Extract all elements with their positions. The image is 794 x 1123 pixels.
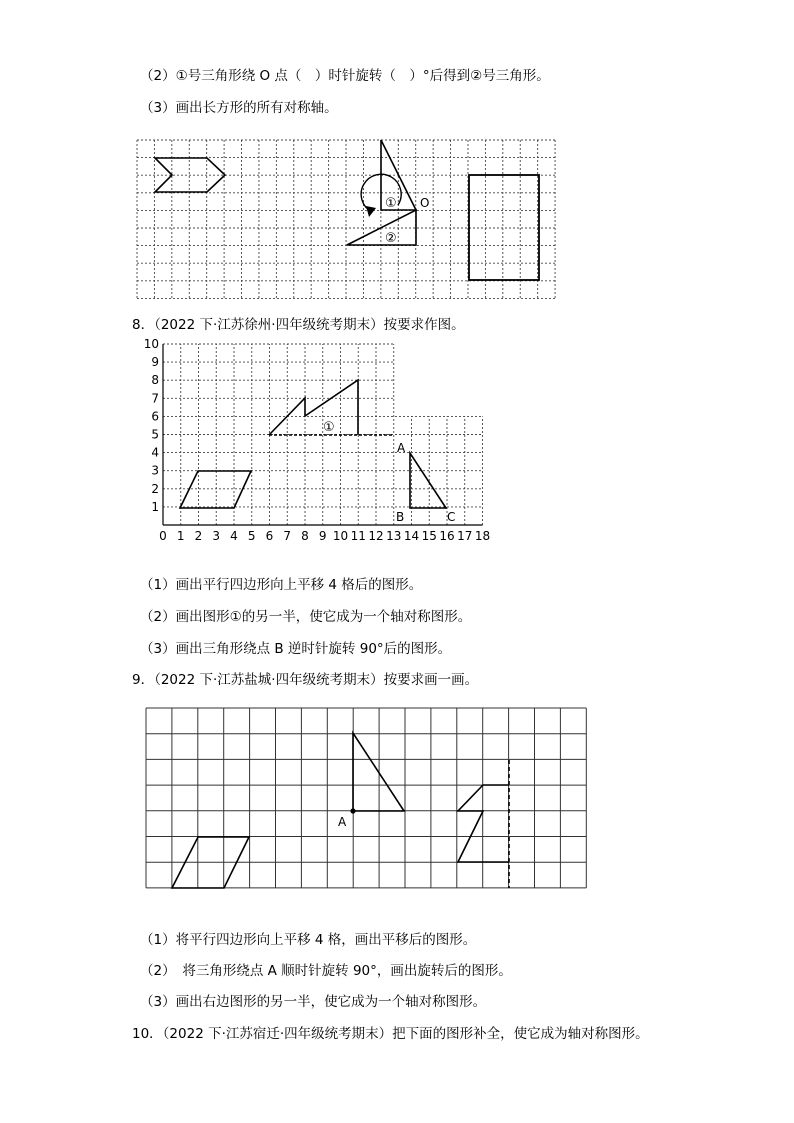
x-tick-label: 14 [403, 529, 420, 543]
x-tick-label: 16 [439, 529, 455, 543]
x-tick-label: 12 [368, 529, 384, 543]
grid-lines [146, 708, 586, 888]
label-a: A [338, 815, 347, 829]
label-circle-1: ① [323, 420, 335, 435]
point-a [350, 808, 355, 813]
label-circle-2: ② [385, 231, 397, 246]
label-a: A [397, 441, 406, 455]
question-9-heading: 9．（2022 下·江苏盐城·四年级统考期末）按要求画一画。 [132, 672, 479, 688]
x-tick-label: 15 [421, 529, 437, 543]
x-tick-label: 7 [283, 529, 292, 543]
x-tick-label: 3 [212, 529, 221, 543]
x-tick-label: 13 [386, 529, 402, 543]
x-tick-label: 10 [332, 529, 349, 543]
y-tick-label: 2 [151, 481, 159, 496]
x-tick-label: 17 [457, 529, 473, 543]
y-tick-label: 5 [151, 427, 159, 442]
y-tick-label: 10 [143, 337, 159, 351]
y-tick-label: 3 [151, 463, 159, 478]
question-9-2: （2） 将三角形绕点 A 顺时针旋转 90°，画出旋转后的图形。 [140, 963, 512, 979]
x-tick-label: 0 [159, 529, 167, 543]
question-9-1: （1）将平行四边形向上平移 4 格，画出平移后的图形。 [140, 932, 477, 948]
x-tick-label: 2 [194, 529, 203, 543]
x-tick-label: 5 [247, 529, 256, 543]
x-tick-label: 1 [176, 529, 185, 543]
y-tick-label: 9 [151, 355, 159, 370]
y-tick-label: 6 [151, 409, 159, 424]
label-b: B [396, 510, 405, 524]
question-7-3: （3）画出长方形的所有对称轴。 [140, 100, 338, 116]
x-tick-label: 4 [230, 529, 238, 543]
y-tick-label: 7 [151, 391, 159, 406]
question-8-heading: 8．（2022 下·江苏徐州·四年级统考期末）按要求作图。 [132, 317, 465, 333]
question-7-2: （2）①号三角形绕 O 点（ ）时针旋转（ ）°后得到②号三角形。 [140, 68, 550, 84]
x-tick-label: 6 [265, 529, 274, 543]
x-tick-label: 8 [301, 529, 309, 543]
y-tick-label: 4 [151, 445, 159, 460]
half-figure [458, 785, 509, 862]
question-10-heading: 10．（2022 下·江苏宿迁·四年级统考期末）把下面的图形补全，使它成为轴对称图形。 [132, 1026, 649, 1042]
x-tick-label: 11 [350, 529, 366, 543]
question-9-3: （3）画出右边图形的另一半，使它成为一个轴对称图形。 [140, 994, 487, 1010]
label-circle-1: ① [385, 196, 397, 211]
x-tick-label: 18 [474, 529, 491, 543]
triangle [353, 733, 404, 811]
label-o: O [420, 196, 430, 210]
question-8-3: （3）画出三角形绕点 B 逆时针旋转 90°后的图形。 [140, 641, 452, 657]
y-tick-label: 1 [151, 499, 159, 514]
question-8-2: （2）画出图形①的另一半，使它成为一个轴对称图形。 [140, 609, 472, 625]
y-tick-label: 8 [151, 373, 159, 388]
label-c: C [447, 510, 456, 524]
x-tick-label: 9 [318, 529, 327, 543]
question-8-1: （1）画出平行四边形向上平移 4 格后的图形。 [140, 577, 423, 593]
